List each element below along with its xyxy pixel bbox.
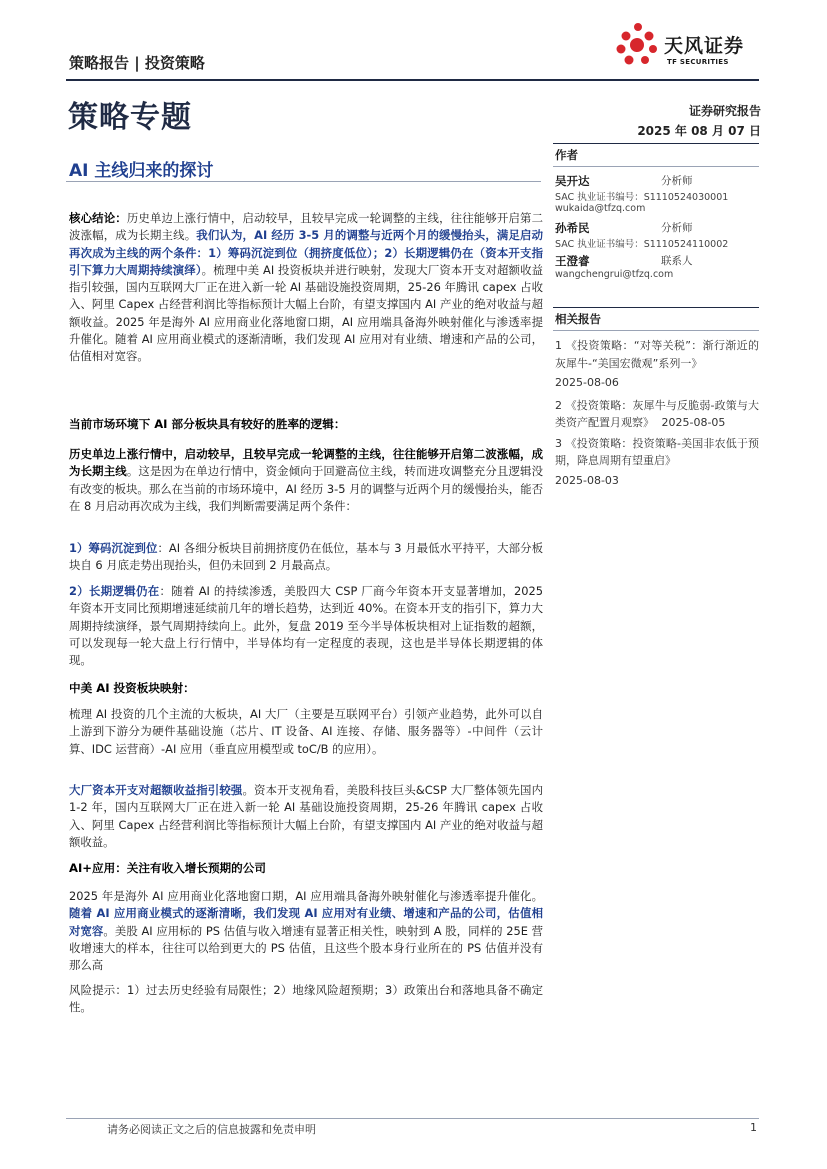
sec1-text: 。这是因为在单边行情中，资金倾向于回避高位主线，转而进攻调整充分且逻辑没有改变的板块。那么在当前的市场环境中，AI 经历 3-5 月的调整与近两个月的缓慢抬头，能否在 8 月启动再次成为主线，我们判断需要满足两个条件：: [69, 464, 543, 513]
section-heading-1: [69, 416, 543, 433]
sec3-bold: 随着 AI 应用商业模式的逐渐清晰，我们发现 AI 应用对有业绩、增速和产品的公司，估值相对宽容: [69, 906, 543, 938]
related-report-date: 2025-08-06: [555, 376, 619, 389]
author-name: 王澄睿: [555, 254, 590, 268]
sec2-p1-text: 梳理 AI 投资的几个主流的大板块，AI 大厂（主要是互联网平台）引领产业趋势，此外可以自上游到下游分为硬件基础设施（芯片、IT 设备、AI 连接、存储、服务器等）-中间件（云计算、IDC 运营商）-AI 应用（垂直应用模型或 toC/B 的应用）。: [69, 707, 543, 756]
condition-1: [69, 540, 543, 575]
core-text-1: 历史单边上涨行情中，启动较早，且较早完成一轮调整的主线，往往能够开启第二波涨幅，成为长期主线。: [69, 211, 543, 243]
condition-1-label: 1）筹码沉淀到位: [69, 541, 158, 555]
tf-securities-logo: [612, 18, 762, 74]
section-heading-3: [69, 860, 543, 877]
author-name: 孙希民: [555, 221, 590, 235]
author-sac: SAC 执业证书编号：S1110524030001: [555, 192, 729, 203]
author-role: 分析师: [661, 175, 693, 187]
authors-top-rule: [553, 143, 759, 144]
author-entry: [553, 220, 759, 250]
brand-name-en: TF SECURITIES: [667, 58, 729, 66]
related-top-rule: [553, 307, 759, 308]
sec3-text-2: 。美股 AI 应用标的 PS 估值与收入增速有显著正相关性，映射到 A 股，同样的 25E 营收增速大的样本，往往可以给到更大的 PS 估值，且这些个股本身行业所在的 PS 估值并没有那么高: [69, 923, 543, 973]
sec2-text: 。资本开支视角看，美股科技巨头&CSP 大厂整体领先国内 1-2 年，国内互联网大厂正在进入新一轮 AI 基础设施投资周期，25-26 年腾讯 capex 占收入、阿里 Capex 占经营利润比等指标预计大幅上台阶，有望支撑国内 AI 产业的绝对收益与超额收益。: [69, 783, 543, 849]
author-sac: SAC 执业证书编号：S1110524110002: [555, 239, 729, 250]
flower-logo-icon: [612, 18, 662, 74]
risk-warning: [69, 982, 543, 1017]
section-1-paragraph: [69, 446, 543, 515]
report-date: 2025 年 08 月 07 日: [637, 124, 761, 138]
authors-heading: 作者: [555, 148, 578, 162]
report-type: 证券研究报告: [688, 104, 761, 118]
section-1-heading-text: 当前市场环境下 AI 部分板块具有较好的胜率的逻辑：: [69, 417, 346, 431]
section-2-paragraph-1: [69, 706, 543, 758]
report-series: 策略报告 | 投资策略: [69, 54, 205, 72]
condition-1-text: ：AI 各细分板块目前拥挤度仍在低位，基本与 3 月最低水平持平，大部分板块自 6 月底走势出现抬头，但仍未回到 2 月最高点。: [69, 541, 543, 573]
report-subtitle: AI 主线归来的探讨: [69, 161, 214, 181]
core-label: 核心结论：: [69, 211, 127, 225]
page-number: 1: [750, 1121, 757, 1134]
subtitle-rule: [66, 181, 541, 182]
related-report-item[interactable]: [553, 397, 759, 432]
condition-2-label: 2）长期逻辑仍在: [69, 584, 160, 598]
condition-2: [69, 583, 543, 669]
sec3-text-1: 2025 年是海外 AI 应用商业化落地窗口期，AI 应用端具备海外映射催化与渗透率提升催化。: [69, 889, 543, 903]
related-report-title[interactable]: 1 《投资策略：“对等关税”：渐行渐近的灰犀牛-“美国宏微观”系列一》: [555, 339, 759, 370]
related-report-date: 2025-08-05: [661, 416, 726, 429]
author-email[interactable]: wangchengrui@tfzq.com: [555, 269, 674, 280]
condition-2-text: ：随着 AI 的持续渗透，美股四大 CSP 厂商今年资本开支显著增加，2025 年资本开支同比预期增速延续前几年的增长趋势，达到近 40%。在资本开支的指引下，算力大周期持续演绎，景气周期持续向上。此外，复盘 2019 至今半导体板块相对上证指数的超额，可以发现每一轮大盘上行行情中，半导体均有一定程度的表现，这也是半导体长期逻辑的体现。: [69, 584, 543, 668]
related-reports-panel: [553, 307, 759, 489]
header-rule: [66, 79, 759, 81]
section-3-heading-text: AI+应用：关注有收入增长预期的公司: [69, 861, 266, 875]
author-entry: [553, 173, 759, 217]
core-text-2: 。梳理中美 AI 投资板块并进行映射，发现大厂资本开支对超额收益指引较强，国内互联网大厂正在进入新一轮 AI 基础设施投资周期，25-26 年腾讯 capex 占收入、阿里 Capex 占经营利润比等指标预计大幅上台阶，有望支撑国内 AI 产业的绝对收益与超额收益。2025 年是海外 AI 应用商业化落地窗口期，AI 应用端具备海外映射催化与渗透率提升催化。随着 AI 应用商业模式的逐渐清晰，我们发现 AI 应用对有业绩、增速和产品的公司，估值相对宽容。: [69, 262, 543, 364]
section-3-paragraph: [69, 888, 543, 974]
section-heading-2: [69, 680, 543, 697]
core-bold: 我们认为，AI 经历 3-5 月的调整与近两个月的缓慢抬头，满足启动再次成为主线的两个条件：1）筹码沉淀到位（拥挤度低位）；2）长期逻辑仍在（资本开支指引下算力大周期持续演绎）: [69, 228, 543, 277]
core-conclusion: [69, 210, 543, 366]
authors-heading-rule: [553, 166, 759, 167]
author-role: 联系人: [661, 255, 693, 267]
page-title: 策略专题: [68, 100, 192, 135]
risk-text: 风险提示：1）过去历史经验有局限性；2）地缘风险超预期；3）政策出台和落地具备不确定性。: [69, 983, 543, 1015]
section-2-heading-text: 中美 AI 投资板块映射：: [69, 681, 195, 695]
related-heading-rule: [553, 330, 759, 331]
brand-name-cn: 天风证券: [664, 35, 745, 57]
sec1-bold: 历史单边上涨行情中，启动较早，且较早完成一轮调整的主线，往往能够开启第二波涨幅，成为长期主线: [69, 447, 543, 479]
section-2-paragraph-2: [69, 782, 543, 851]
author-entry: [553, 253, 759, 283]
author-role: 分析师: [661, 222, 693, 234]
related-heading: 相关报告: [555, 312, 601, 326]
related-report-item[interactable]: [553, 337, 759, 392]
related-report-date: 2025-08-03: [555, 473, 619, 487]
author-email[interactable]: wukaida@tfzq.com: [555, 203, 646, 214]
sec2-bold: 大厂资本开支对超额收益指引较强: [69, 783, 243, 797]
footer-disclaimer: 请务必阅读正文之后的信息披露和免责申明: [107, 1123, 316, 1136]
related-report-item[interactable]: [553, 435, 759, 490]
authors-panel: [553, 143, 759, 283]
related-report-title[interactable]: 2 《投资策略：灰犀牛与反脆弱-政策与大类资产配置月观察》: [555, 398, 759, 429]
author-name: 吴开达: [555, 174, 590, 188]
related-report-title[interactable]: 3 《投资策略：投资策略-美国非农低于预期，降息周期有望重启》: [555, 436, 759, 467]
footer-rule: [66, 1118, 759, 1119]
